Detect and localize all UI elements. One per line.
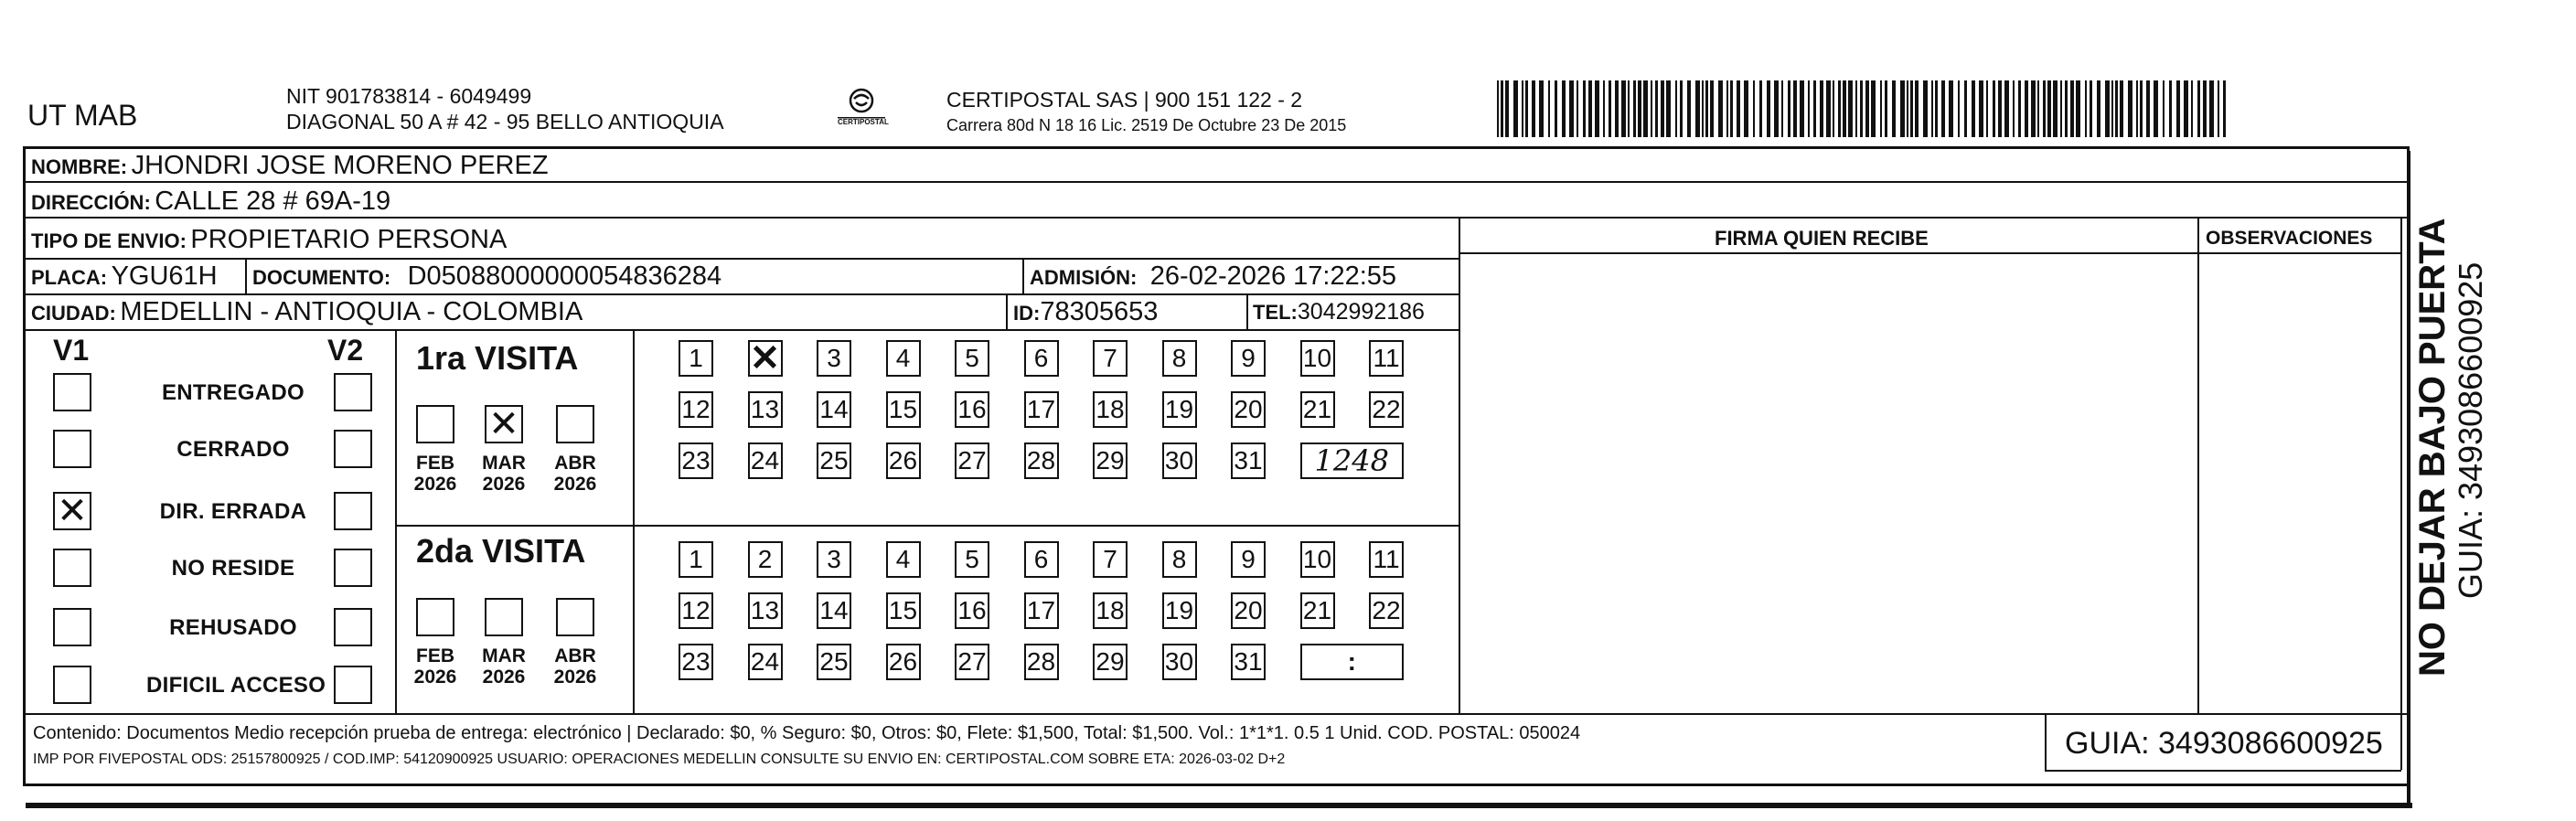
barcode-bar xyxy=(1643,80,1648,137)
day-box[interactable]: 10 xyxy=(1300,541,1335,578)
barcode-bar xyxy=(2209,80,2214,137)
barcode-bar xyxy=(2065,80,2068,137)
row-line xyxy=(23,293,1459,295)
tipo-envio-field xyxy=(31,227,507,253)
barcode-bar xyxy=(1501,80,1503,137)
day-box[interactable]: 24 xyxy=(748,644,783,680)
status-label: DIR. ERRADA xyxy=(159,499,307,524)
barcode-bar xyxy=(2140,80,2143,137)
logo-text: CERTIPOSTAL xyxy=(838,118,889,126)
barcode-bar xyxy=(1820,80,1823,137)
day-box[interactable]: 30 xyxy=(1162,442,1197,479)
barcode-bar xyxy=(1915,80,1919,137)
direccion-field xyxy=(31,188,390,215)
side-warning: NO DEJAR BAJO PUERTA xyxy=(2412,218,2453,677)
barcode-bar xyxy=(1555,80,1557,137)
tel-label: TEL: xyxy=(1253,301,1298,324)
day-box[interactable]: 25 xyxy=(817,644,851,680)
visit1-title: 1ra VISITA xyxy=(416,339,579,377)
barcode-bar xyxy=(2085,80,2087,137)
barcode-bar xyxy=(2111,80,2113,137)
v1-checkbox[interactable] xyxy=(53,608,91,646)
day-box[interactable]: 18 xyxy=(1093,391,1128,428)
day-box[interactable]: 4 xyxy=(886,340,921,377)
footer-guia-divider xyxy=(2045,713,2047,770)
ciudad-label: CIUDAD: xyxy=(31,302,116,325)
barcode-bar xyxy=(1935,80,1938,137)
day-box[interactable]: 18 xyxy=(1093,592,1128,629)
barcode-bar xyxy=(1871,80,1876,137)
day-box[interactable]: 4 xyxy=(886,541,921,578)
barcode-bar xyxy=(1993,80,1995,137)
day-box[interactable]: 22 xyxy=(1369,592,1404,629)
id-divider xyxy=(1006,294,1008,329)
barcode-bar xyxy=(1998,80,2002,137)
barcode-bar xyxy=(1539,80,1544,137)
day-box[interactable]: 28 xyxy=(1024,644,1059,680)
barcode-bar xyxy=(2031,80,2036,137)
frame-shadow-right xyxy=(2407,151,2410,807)
barcode-bar xyxy=(1767,80,1770,137)
barcode-bar xyxy=(2169,80,2172,137)
month-checkbox[interactable] xyxy=(556,405,594,443)
barcode-bar xyxy=(1860,80,1863,137)
status-label: CERRADO xyxy=(176,437,290,462)
tel-field xyxy=(1253,301,1425,324)
firma-left-border xyxy=(1459,217,1460,714)
v1-checkbox[interactable]: ✕ xyxy=(53,492,91,530)
barcode-bar xyxy=(1781,80,1783,137)
day-box[interactable]: 16 xyxy=(955,391,989,428)
barcode-bar xyxy=(2037,80,2039,137)
barcode-bar xyxy=(1800,80,1804,137)
barcode xyxy=(1497,80,2224,137)
footer-guia-right xyxy=(2400,713,2402,770)
barcode-bar xyxy=(1532,80,1535,137)
month-year: 2026 xyxy=(413,474,457,496)
nombre-label: NOMBRE: xyxy=(31,155,128,178)
day-box[interactable]: 7 xyxy=(1093,541,1128,578)
v2-checkbox[interactable] xyxy=(334,492,372,530)
v2-checkbox[interactable] xyxy=(334,608,372,646)
barcode-bar xyxy=(2090,80,2092,137)
v1-label: V1 xyxy=(53,334,90,367)
barcode-bar xyxy=(1505,80,1509,137)
barcode-bar xyxy=(2070,80,2074,137)
placa-value: YGU61H xyxy=(111,261,218,291)
barcode-bar xyxy=(1718,80,1723,137)
barcode-bar xyxy=(1569,80,1574,137)
day-box[interactable]: 21 xyxy=(1300,391,1335,428)
month-name: ABR xyxy=(554,453,596,474)
v2-label: V2 xyxy=(327,334,364,367)
barcode-bar xyxy=(1793,80,1797,137)
month-checkbox[interactable] xyxy=(416,405,454,443)
day-box[interactable]: 31 xyxy=(1231,442,1266,479)
frame-shadow-bottom xyxy=(26,803,2412,808)
day-box[interactable]: 7 xyxy=(1093,340,1128,377)
month-label xyxy=(410,453,461,495)
barcode-bar xyxy=(1609,80,1611,137)
day-box[interactable]: 5 xyxy=(955,340,989,377)
barcode-bar xyxy=(2025,80,2028,137)
barcode-bar xyxy=(2197,80,2200,137)
month-checkbox[interactable] xyxy=(485,598,523,636)
barcode-bar xyxy=(1892,80,1896,137)
tel-value: 3042992186 xyxy=(1297,299,1425,325)
day-box[interactable]: 19 xyxy=(1162,592,1197,629)
barcode-bar xyxy=(1737,80,1740,137)
ciudad-field xyxy=(31,299,583,325)
months-divider xyxy=(633,329,635,713)
barcode-bar xyxy=(1808,80,1810,137)
side-guia: GUIA: 3493086600925 xyxy=(2452,261,2489,599)
admision-label: ADMISIÓN: xyxy=(1030,266,1138,289)
barcode-bar xyxy=(1907,80,1908,137)
day-box[interactable]: 12 xyxy=(679,592,713,629)
barcode-bar xyxy=(1880,80,1882,137)
day-box[interactable]: 26 xyxy=(886,442,921,479)
id-label: ID: xyxy=(1013,302,1041,325)
month-label xyxy=(478,645,529,688)
ciudad-value: MEDELLIN - ANTIOQUIA - COLOMBIA xyxy=(120,297,583,326)
barcode-bar xyxy=(1826,80,1831,137)
day-box[interactable]: 23 xyxy=(679,442,713,479)
status-divider xyxy=(395,329,397,713)
day-box[interactable]: 19 xyxy=(1162,391,1197,428)
day-box[interactable]: 30 xyxy=(1162,644,1197,680)
day-box[interactable]: 10 xyxy=(1300,340,1335,377)
day-box[interactable]: 20 xyxy=(1231,592,1266,629)
status-label: ENTREGADO xyxy=(161,380,305,405)
barcode-bar xyxy=(1865,80,1869,137)
barcode-bar xyxy=(1855,80,1857,137)
sender-address: DIAGONAL 50 A # 42 - 95 BELLO ANTIOQUIA xyxy=(286,110,724,133)
barcode-bar xyxy=(1838,80,1841,137)
barcode-bar xyxy=(1972,80,1975,137)
barcode-bar xyxy=(2076,80,2080,137)
row-line xyxy=(23,713,2410,715)
documento-label: DOCUMENTO: xyxy=(252,266,391,289)
panel-header-line xyxy=(1459,252,2402,254)
barcode-bar xyxy=(2184,80,2188,137)
barcode-bar xyxy=(1651,80,1652,137)
barcode-bar xyxy=(2128,80,2132,137)
month-label xyxy=(478,453,529,495)
admision-value: 26-02-2026 17:22:55 xyxy=(1149,261,1397,291)
sender-nit: NIT 901783814 - 6049499 xyxy=(286,84,532,108)
day-box[interactable]: 26 xyxy=(886,644,921,680)
certipostal-logo xyxy=(834,86,889,132)
admision-field xyxy=(1030,263,1396,290)
footer-guia: GUIA: 3493086600925 xyxy=(2065,726,2383,761)
barcode-bar xyxy=(1588,80,1592,137)
day-box[interactable]: 2 xyxy=(748,541,783,578)
month-name: FEB xyxy=(416,645,454,666)
barcode-bar xyxy=(1666,80,1671,137)
barcode-bar xyxy=(1923,80,1928,137)
barcode-bar xyxy=(1848,80,1853,137)
day-box[interactable]: 13 xyxy=(748,592,783,629)
barcode-bar xyxy=(2120,80,2123,137)
barcode-bar xyxy=(1941,80,1945,137)
barcode-bar xyxy=(1695,80,1700,137)
day-box[interactable]: 8 xyxy=(1162,541,1197,578)
barcode-bar xyxy=(1813,80,1816,137)
status-label: REHUSADO xyxy=(169,615,297,640)
barcode-bar xyxy=(1603,80,1605,137)
day-box[interactable]: 12 xyxy=(679,391,713,428)
day-box[interactable]: 29 xyxy=(1093,442,1128,479)
barcode-bar xyxy=(1931,80,1933,137)
barcode-bar xyxy=(2053,80,2058,137)
barcode-bar xyxy=(1726,80,1728,137)
status-label: DIFICIL ACCESO xyxy=(146,673,326,698)
barcode-bar xyxy=(1615,80,1619,137)
day-box[interactable]: 11 xyxy=(1369,340,1404,377)
barcode-bar xyxy=(1497,80,1499,137)
barcode-bar xyxy=(1675,80,1677,137)
documento-value: D05088000000054836284 xyxy=(407,261,722,291)
row-line xyxy=(23,258,1459,260)
month-year: 2026 xyxy=(553,474,597,496)
month-label xyxy=(550,645,601,688)
barcode-bar xyxy=(1583,80,1586,137)
barcode-bar xyxy=(1577,80,1578,137)
time-box[interactable]: 1248 xyxy=(1300,442,1405,479)
tipo-envio-value: PROPIETARIO PERSONA xyxy=(190,225,508,254)
barcode-bar xyxy=(1702,80,1704,137)
month-label xyxy=(410,645,461,688)
time-box[interactable]: : xyxy=(1300,644,1405,680)
day-box[interactable]: 29 xyxy=(1093,644,1128,680)
v1-checkbox[interactable] xyxy=(53,549,91,587)
barcode-bar xyxy=(1633,80,1636,137)
day-box[interactable]: 14 xyxy=(817,391,851,428)
barcode-bar xyxy=(1958,80,1960,137)
v1-checkbox[interactable] xyxy=(53,373,91,411)
footer-guia-bottom xyxy=(2045,770,2401,772)
company-line1: CERTIPOSTAL SAS | 900 151 122 - 2 xyxy=(946,88,1303,112)
admision-divider xyxy=(1022,259,1024,293)
documento-field xyxy=(252,263,721,290)
barcode-bar xyxy=(2060,80,2062,137)
id-value: 78305653 xyxy=(1040,297,1159,326)
barcode-bar xyxy=(1705,80,1708,137)
visit2-title: 2da VISITA xyxy=(416,532,586,570)
barcode-bar xyxy=(2218,80,2219,137)
placa-divider xyxy=(245,259,247,293)
barcode-bar xyxy=(1710,80,1714,137)
barcode-bar xyxy=(1986,80,1988,137)
day-box[interactable]: 27 xyxy=(955,644,989,680)
barcode-bar xyxy=(1687,80,1691,137)
barcode-bar xyxy=(2191,80,2193,137)
nombre-value: JHONDRI JOSE MORENO PEREZ xyxy=(131,151,549,180)
barcode-bar xyxy=(1964,80,1967,137)
barcode-bar xyxy=(1788,80,1790,137)
v2-checkbox[interactable] xyxy=(334,430,372,468)
month-name: FEB xyxy=(416,453,454,474)
barcode-bar xyxy=(1759,80,1762,137)
barcode-bar xyxy=(1833,80,1834,137)
barcode-bar xyxy=(1730,80,1733,137)
month-name: ABR xyxy=(554,645,596,666)
barcode-bar xyxy=(2013,80,2015,137)
observaciones-label: OBSERVACIONES xyxy=(2206,228,2373,249)
month-name: MAR xyxy=(482,453,526,474)
obs-left-border xyxy=(2197,217,2199,714)
day-box[interactable]: 15 xyxy=(886,391,921,428)
row-line xyxy=(23,329,1459,331)
day-box[interactable]: 16 xyxy=(955,592,989,629)
month-label xyxy=(550,453,601,495)
day-box[interactable]: ✕ xyxy=(748,340,783,377)
day-box[interactable]: 24 xyxy=(748,442,783,479)
barcode-bar xyxy=(1525,80,1528,137)
day-box[interactable]: 3 xyxy=(817,340,851,377)
day-box[interactable]: 22 xyxy=(1369,391,1404,428)
tipo-envio-label: TIPO DE ENVIO: xyxy=(31,229,187,252)
day-box[interactable]: 23 xyxy=(679,644,713,680)
nombre-field xyxy=(31,153,549,179)
barcode-bar xyxy=(1595,80,1599,137)
day-box[interactable]: 17 xyxy=(1024,592,1059,629)
barcode-bar xyxy=(1548,80,1550,137)
month-year: 2026 xyxy=(413,666,457,688)
status-label: NO RESIDE xyxy=(171,556,295,581)
v2-checkbox[interactable] xyxy=(334,373,372,411)
day-box[interactable]: 28 xyxy=(1024,442,1059,479)
barcode-bar xyxy=(2176,80,2180,137)
month-year: 2026 xyxy=(482,666,526,688)
v2-checkbox[interactable] xyxy=(334,549,372,587)
day-box[interactable]: 9 xyxy=(1231,541,1266,578)
barcode-bar xyxy=(2146,80,2150,137)
v2-checkbox[interactable] xyxy=(334,666,372,704)
day-box[interactable]: 1 xyxy=(679,541,713,578)
company-line2: Carrera 80d N 18 16 Lic. 2519 De Octubre 23 De 2015 xyxy=(946,116,1347,134)
v1-checkbox[interactable] xyxy=(53,430,91,468)
barcode-bar xyxy=(2004,80,2009,137)
barcode-bar xyxy=(2163,80,2164,137)
sender-name: UT MAB xyxy=(27,99,138,132)
barcode-bar xyxy=(2154,80,2158,137)
day-box[interactable]: 6 xyxy=(1024,541,1059,578)
month-checkbox[interactable] xyxy=(556,598,594,636)
month-name: MAR xyxy=(482,645,526,666)
placa-label: PLACA: xyxy=(31,266,108,289)
month-year: 2026 xyxy=(482,474,526,496)
barcode-bar xyxy=(2136,80,2138,137)
barcode-bar xyxy=(1513,80,1518,137)
barcode-bar xyxy=(2018,80,2021,137)
footer-content: Contenido: Documentos Medio recepción prueba de entrega: electrónico | Declarado: $0, % Seguro: $0, Otros: $0, Flete: $1,500, Total: $1,500. Vol.: 1*1*1. 0.5 1 Unid. COD. POSTAL: 050024 xyxy=(33,723,1581,743)
barcode-bar xyxy=(1774,80,1779,137)
day-box[interactable]: 21 xyxy=(1300,592,1335,629)
barcode-bar xyxy=(1744,80,1748,137)
day-box[interactable]: 11 xyxy=(1369,541,1404,578)
barcode-bar xyxy=(1661,80,1664,137)
observations-area[interactable] xyxy=(2201,256,2399,711)
barcode-bar xyxy=(1910,80,1913,137)
barcode-bar xyxy=(2047,80,2051,137)
month-checkbox[interactable]: ✕ xyxy=(485,405,523,443)
barcode-bar xyxy=(1522,80,1523,137)
direccion-value: CALLE 28 # 69A-19 xyxy=(155,187,391,216)
day-box[interactable]: 13 xyxy=(748,391,783,428)
visit-divider xyxy=(395,525,1459,527)
day-box[interactable]: 17 xyxy=(1024,391,1059,428)
obs-right-border xyxy=(2400,217,2402,714)
day-box[interactable]: 27 xyxy=(955,442,989,479)
day-box[interactable]: 3 xyxy=(817,541,851,578)
direccion-label: DIRECCIÓN: xyxy=(31,191,151,214)
signature-area[interactable] xyxy=(1463,256,2195,711)
barcode-bar xyxy=(1949,80,1953,137)
barcode-bar xyxy=(1979,80,1983,137)
barcode-bar xyxy=(1680,80,1683,137)
day-box[interactable]: 1 xyxy=(679,340,713,377)
barcode-bar xyxy=(2223,80,2226,137)
barcode-bar xyxy=(1753,80,1755,137)
month-year: 2026 xyxy=(553,666,597,688)
day-box[interactable]: 8 xyxy=(1162,340,1197,377)
barcode-bar xyxy=(2203,80,2207,137)
barcode-bar xyxy=(2097,80,2100,137)
day-box[interactable]: 6 xyxy=(1024,340,1059,377)
barcode-bar xyxy=(2105,80,2110,137)
barcode-bar xyxy=(2043,80,2046,137)
barcode-bar xyxy=(1621,80,1626,137)
day-box[interactable]: 9 xyxy=(1231,340,1266,377)
barcode-bar xyxy=(1900,80,1905,137)
placa-field xyxy=(31,263,218,290)
day-box[interactable]: 20 xyxy=(1231,391,1266,428)
id-field xyxy=(1013,299,1158,325)
barcode-bar xyxy=(1885,80,1887,137)
day-box[interactable]: 15 xyxy=(886,592,921,629)
row-line xyxy=(23,181,2410,183)
barcode-bar xyxy=(1628,80,1630,137)
day-box[interactable]: 14 xyxy=(817,592,851,629)
row-line xyxy=(23,217,2410,219)
barcode-bar xyxy=(2115,80,2118,137)
barcode-bar xyxy=(1638,80,1641,137)
month-checkbox[interactable] xyxy=(416,598,454,636)
tel-divider xyxy=(1246,294,1248,329)
barcode-bar xyxy=(1655,80,1658,137)
barcode-bar xyxy=(1562,80,1566,137)
day-box[interactable]: 5 xyxy=(955,541,989,578)
v1-checkbox[interactable] xyxy=(53,666,91,704)
barcode-bar xyxy=(1843,80,1846,137)
firma-label: FIRMA QUIEN RECIBE xyxy=(1715,227,1929,250)
day-box[interactable]: 25 xyxy=(817,442,851,479)
day-box[interactable]: 31 xyxy=(1231,644,1266,680)
footer-print-info: IMP POR FIVEPOSTAL ODS: 25157800925 / COD.IMP: 54120900925 USUARIO: OPERACIONES MEDELLIN CONSULTE SU ENVIO EN: CERTIPOSTAL.COM SOBRE ETA: 2026-03-02 D+2 xyxy=(33,752,1286,767)
